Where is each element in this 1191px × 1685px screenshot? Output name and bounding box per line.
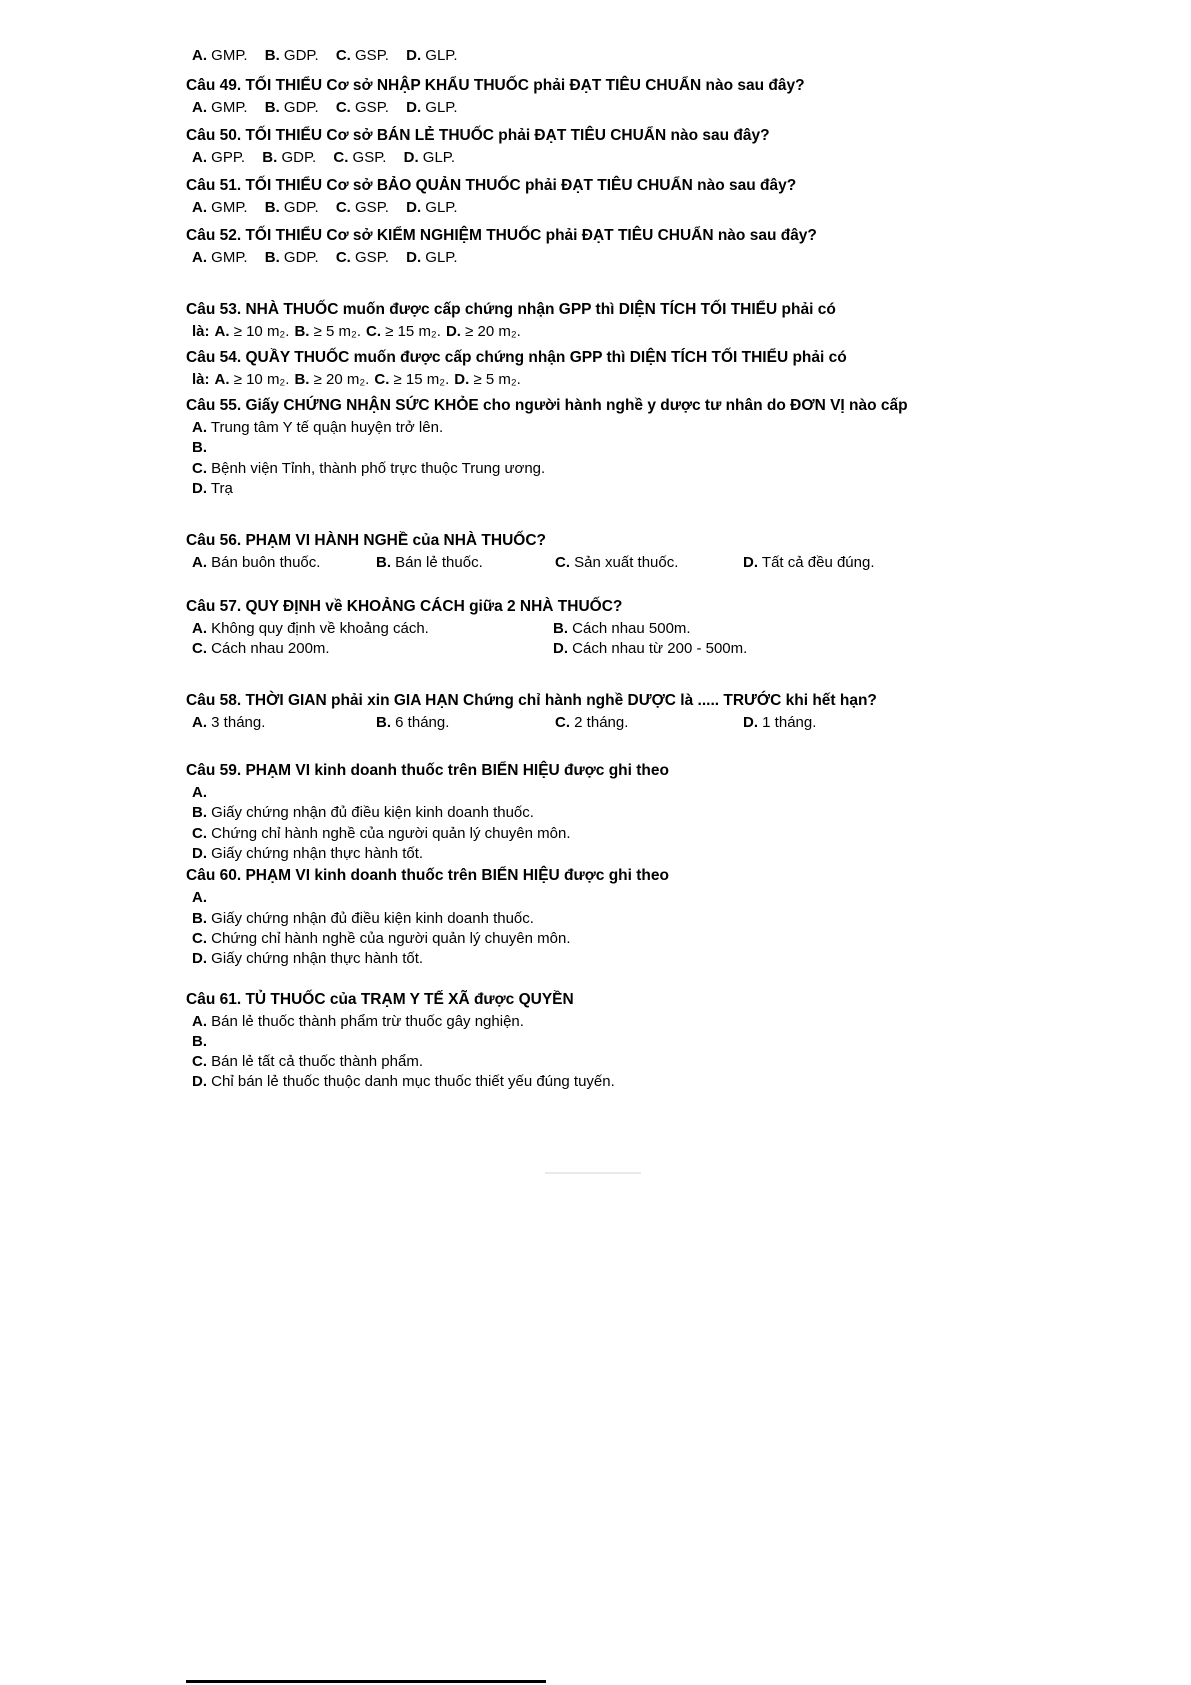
option-text: Trạ	[210, 479, 233, 497]
option-d	[454, 371, 521, 388]
options-row	[186, 198, 1036, 218]
question-header: Câu 51. TỐI THIỂU Cơ sở BẢO QUẢN THUỐC phải ĐẠT TIÊU CHUẨN nào sau đây?	[186, 177, 797, 194]
option-text: GSP.	[355, 47, 389, 64]
option-label: B.	[192, 1032, 207, 1050]
option-label: C.	[192, 929, 207, 947]
option-d	[192, 844, 1036, 864]
option-label: A.	[192, 149, 207, 166]
option-text: GMP.	[211, 199, 248, 216]
option-text: GMP.	[211, 249, 248, 266]
option-label: C.	[192, 459, 207, 477]
option-c	[336, 47, 389, 64]
option-c	[374, 371, 449, 388]
question-header: Câu 60. PHẠM VI kinh doanh thuốc trên BIỂN HIỆU được ghi theo	[186, 867, 669, 885]
option-text: Bệnh viện Tỉnh, thành phố trực thuộc Trung ương.	[211, 459, 546, 477]
option-label: B.	[553, 620, 568, 638]
question-49	[186, 76, 1036, 118]
exam-document	[186, 46, 1036, 1093]
option-text: GLP.	[425, 47, 458, 64]
option-label: D.	[406, 99, 422, 116]
option-text: GDP.	[281, 149, 317, 166]
option-label: B.	[262, 149, 278, 166]
option-text: ≥ 10 m₂.	[233, 323, 290, 340]
question-header: Câu 52. TỐI THIỂU Cơ sở KIỂM NGHIỆM THUỐC phải ĐẠT TIÊU CHUẨN nào sau đây?	[186, 227, 817, 244]
option-text: Trung tâm Y tế quận huyện trở lên.	[210, 419, 444, 436]
options-list	[186, 1012, 1036, 1093]
option-text: ≥ 15 m₂.	[393, 371, 450, 388]
question-54	[186, 348, 1036, 390]
option-label: C.	[374, 371, 390, 388]
option-label: A.	[192, 99, 207, 116]
option-b	[553, 619, 1036, 639]
question-53	[186, 300, 1036, 342]
option-b	[294, 371, 369, 388]
option-text: GLP.	[425, 99, 458, 116]
option-b	[262, 149, 316, 166]
option-text: GLP.	[422, 149, 456, 166]
option-label: C.	[192, 1053, 207, 1071]
options-row	[186, 713, 1036, 733]
option-d	[743, 553, 1036, 573]
option-text: ≥ 5 m₂.	[473, 371, 521, 388]
option-text: Không quy định về khoảng cách.	[211, 620, 429, 638]
option-text: ≥ 5 m₂.	[313, 323, 362, 340]
option-a	[192, 249, 248, 266]
option-d	[446, 323, 521, 340]
option-c	[333, 149, 386, 166]
option-text: Bán lẻ thuốc.	[395, 554, 483, 572]
option-a	[192, 1012, 1036, 1032]
option-c	[366, 323, 441, 340]
option-label: B.	[264, 47, 280, 64]
question-header: Câu 53. NHÀ THUỐC muốn được cấp chứng nhận GPP thì DIỆN TÍCH TỐI THIỂU phải có	[186, 301, 836, 318]
option-text: ≥ 10 m₂.	[233, 371, 290, 388]
option-a	[215, 371, 290, 388]
option-b	[376, 713, 555, 733]
option-text: 6 tháng.	[395, 714, 450, 732]
option-d	[406, 249, 457, 266]
option-label: C.	[555, 554, 570, 572]
question-59	[186, 761, 1036, 864]
question-header: Câu 55. Giấy CHỨNG NHẬN SỨC KHỎE cho người hành nghề y dược tư nhân do ĐƠN VỊ nào cấp	[186, 397, 908, 414]
option-label: C.	[366, 323, 382, 340]
options-list	[186, 783, 1036, 864]
option-b	[192, 909, 1036, 929]
option-text: GDP.	[283, 199, 319, 216]
question-56	[186, 531, 1036, 573]
question-52	[186, 226, 1036, 268]
option-d	[553, 639, 1036, 659]
options-row	[186, 98, 1036, 118]
option-label: D.	[192, 950, 207, 968]
options-row	[186, 322, 1036, 342]
option-text: GDP.	[283, 47, 319, 64]
question-header: Câu 57. QUY ĐỊNH về KHOẢNG CÁCH giữa 2 NHÀ THUỐC?	[186, 598, 623, 616]
option-label: B.	[376, 714, 391, 732]
option-label: D.	[192, 479, 207, 497]
option-text: GLP.	[425, 249, 458, 266]
option-a	[192, 99, 248, 116]
question-60	[186, 866, 1036, 969]
option-a	[192, 713, 376, 733]
option-b	[265, 249, 319, 266]
option-label: D.	[743, 554, 758, 572]
option-label: B.	[264, 199, 280, 216]
option-text: GSP.	[355, 249, 389, 266]
options-row	[186, 148, 1036, 168]
option-b	[192, 438, 1036, 458]
options-list	[186, 888, 1036, 969]
option-text: GSP.	[352, 149, 387, 166]
option-a	[192, 888, 1036, 908]
option-text: Chứng chỉ hành nghề của người quản lý chuyên môn.	[211, 929, 571, 947]
option-label: D.	[406, 199, 422, 216]
option-text: Giấy chứng nhận đủ điều kiện kinh doanh thuốc.	[211, 804, 534, 822]
question-header: Câu 58. THỜI GIAN phải xin GIA HẠN Chứng chỉ hành nghề DƯỢC là ..... TRƯỚC khi hết hạn?	[186, 692, 877, 710]
question-header: Câu 50. TỐI THIỂU Cơ sở BÁN LẺ THUỐC phải ĐẠT TIÊU CHUẨN nào sau đây?	[186, 127, 770, 144]
option-d	[406, 199, 457, 216]
option-label: A.	[192, 419, 207, 436]
option-label: A.	[192, 889, 207, 907]
option-label: C.	[333, 149, 349, 166]
option-d	[404, 149, 455, 166]
option-label: D.	[553, 640, 568, 658]
option-text: GLP.	[425, 199, 458, 216]
option-label: A.	[192, 554, 207, 572]
question-55	[186, 396, 1036, 499]
option-text: Sản xuất thuốc.	[574, 554, 679, 572]
option-label: C.	[192, 640, 207, 658]
option-label: B.	[192, 909, 207, 927]
option-label: C.	[335, 199, 351, 216]
option-a	[192, 149, 245, 166]
question-header: Câu 54. QUẦY THUỐC muốn được cấp chứng nhận GPP thì DIỆN TÍCH TỐI THIỂU phải có	[186, 349, 847, 366]
option-text: Cách nhau 200m.	[211, 640, 330, 658]
options-list	[186, 418, 1036, 499]
options-row	[186, 46, 1036, 66]
question-58	[186, 691, 1036, 733]
option-text: Bán buôn thuốc.	[211, 554, 321, 572]
option-label: D.	[743, 714, 758, 732]
option-label: A.	[214, 323, 230, 340]
question-header: Câu 49. TỐI THIỂU Cơ sở NHẬP KHẨU THUỐC phải ĐẠT TIÊU CHUẨN nào sau đây?	[186, 77, 805, 94]
option-text: Chỉ bán lẻ thuốc thuộc danh mục thuốc thiết yếu đúng tuyến.	[211, 1073, 615, 1091]
option-label: B.	[294, 371, 310, 388]
option-d	[192, 1072, 1036, 1092]
option-text: GSP.	[355, 199, 389, 216]
option-text: GDP.	[283, 99, 319, 116]
options-row	[186, 248, 1036, 268]
option-label: C.	[335, 47, 351, 64]
options-grid	[186, 619, 1036, 659]
option-d	[192, 479, 1036, 499]
option-label: A.	[192, 47, 207, 64]
options-prefix: là:	[192, 323, 210, 340]
option-text: Chứng chỉ hành nghề của người quản lý chuyên môn.	[211, 824, 571, 842]
option-a	[192, 619, 553, 639]
option-a	[192, 553, 376, 573]
option-text: GSP.	[355, 99, 389, 116]
option-c	[336, 249, 389, 266]
option-label: B.	[376, 554, 391, 572]
option-text: Giấy chứng nhận thực hành tốt.	[211, 950, 424, 968]
option-d	[743, 713, 1036, 733]
option-label: B.	[294, 323, 310, 340]
option-text: Cách nhau từ 200 - 500m.	[572, 640, 748, 658]
option-text: GPP.	[211, 149, 246, 166]
option-label: B.	[192, 439, 207, 457]
option-text: Bán lẻ tất cả thuốc thành phẩm.	[211, 1053, 423, 1071]
option-label: C.	[555, 714, 570, 732]
option-label: A.	[192, 714, 207, 732]
option-c	[192, 459, 1036, 479]
question-48-options	[186, 46, 1036, 66]
option-a	[192, 418, 1036, 438]
option-c	[336, 99, 389, 116]
option-a	[192, 783, 1036, 803]
option-c	[555, 713, 743, 733]
option-c	[192, 1052, 1036, 1072]
options-row	[186, 370, 1036, 390]
option-label: D.	[454, 371, 470, 388]
option-label: D.	[406, 249, 422, 266]
options-row	[186, 553, 1036, 573]
option-a	[192, 47, 248, 64]
option-label: B.	[192, 804, 207, 822]
option-label: A.	[214, 371, 230, 388]
question-header: Câu 56. PHẠM VI HÀNH NGHỀ của NHÀ THUỐC?	[186, 532, 546, 550]
faint-artifact-line	[545, 1172, 641, 1174]
option-text: Giấy chứng nhận thực hành tốt.	[211, 845, 424, 863]
option-b	[265, 47, 319, 64]
option-text: 2 tháng.	[574, 714, 629, 732]
option-text: Tất cả đều đúng.	[761, 554, 875, 572]
option-c	[336, 199, 389, 216]
option-a	[192, 199, 248, 216]
option-text: Giấy chứng nhận đủ điều kiện kinh doanh thuốc.	[211, 909, 534, 927]
question-header: Câu 59. PHẠM VI kinh doanh thuốc trên BIỂN HIỆU được ghi theo	[186, 762, 669, 780]
option-label: A.	[192, 1012, 207, 1030]
option-text: ≥ 20 m₂.	[313, 371, 370, 388]
option-label: C.	[335, 249, 351, 266]
option-label: D.	[406, 47, 422, 64]
question-61	[186, 990, 1036, 1093]
question-57	[186, 597, 1036, 659]
option-label: D.	[192, 1073, 207, 1091]
option-text: Bán lẻ thuốc thành phẩm trừ thuốc gây nghiện.	[211, 1012, 524, 1030]
question-header: Câu 61. TỦ THUỐC của TRẠM Y TẾ XÃ được QUYỀN	[186, 990, 574, 1008]
option-label: C.	[335, 99, 351, 116]
option-c	[192, 824, 1036, 844]
option-b	[294, 323, 361, 340]
option-label: D.	[192, 845, 207, 863]
option-b	[376, 553, 555, 573]
option-label: A.	[192, 620, 207, 638]
option-b	[265, 199, 319, 216]
option-b	[192, 803, 1036, 823]
option-text: ≥ 20 m₂.	[465, 323, 521, 340]
option-text: GDP.	[283, 249, 319, 266]
option-d	[406, 99, 457, 116]
option-label: B.	[264, 249, 280, 266]
option-label: A.	[192, 249, 207, 266]
option-b	[265, 99, 319, 116]
option-text: Cách nhau 500m.	[572, 620, 691, 638]
option-a	[215, 323, 290, 340]
option-b	[192, 1032, 1036, 1052]
question-50	[186, 126, 1036, 168]
footer-rule	[186, 1680, 546, 1683]
option-label: D.	[403, 149, 419, 166]
option-label: A.	[192, 199, 207, 216]
option-c	[192, 639, 553, 659]
option-label: B.	[264, 99, 280, 116]
option-label: A.	[192, 784, 207, 802]
option-text: GMP.	[211, 99, 248, 116]
option-label: D.	[445, 323, 461, 340]
option-text: 3 tháng.	[211, 714, 266, 732]
option-d	[192, 949, 1036, 969]
option-d	[406, 47, 457, 64]
question-51	[186, 176, 1036, 218]
option-c	[555, 553, 743, 573]
option-text: ≥ 15 m₂.	[385, 323, 441, 340]
option-text: GMP.	[211, 47, 248, 64]
option-label: C.	[192, 824, 207, 842]
options-prefix: là:	[192, 371, 210, 388]
option-text: 1 tháng.	[762, 714, 817, 732]
option-c	[192, 929, 1036, 949]
